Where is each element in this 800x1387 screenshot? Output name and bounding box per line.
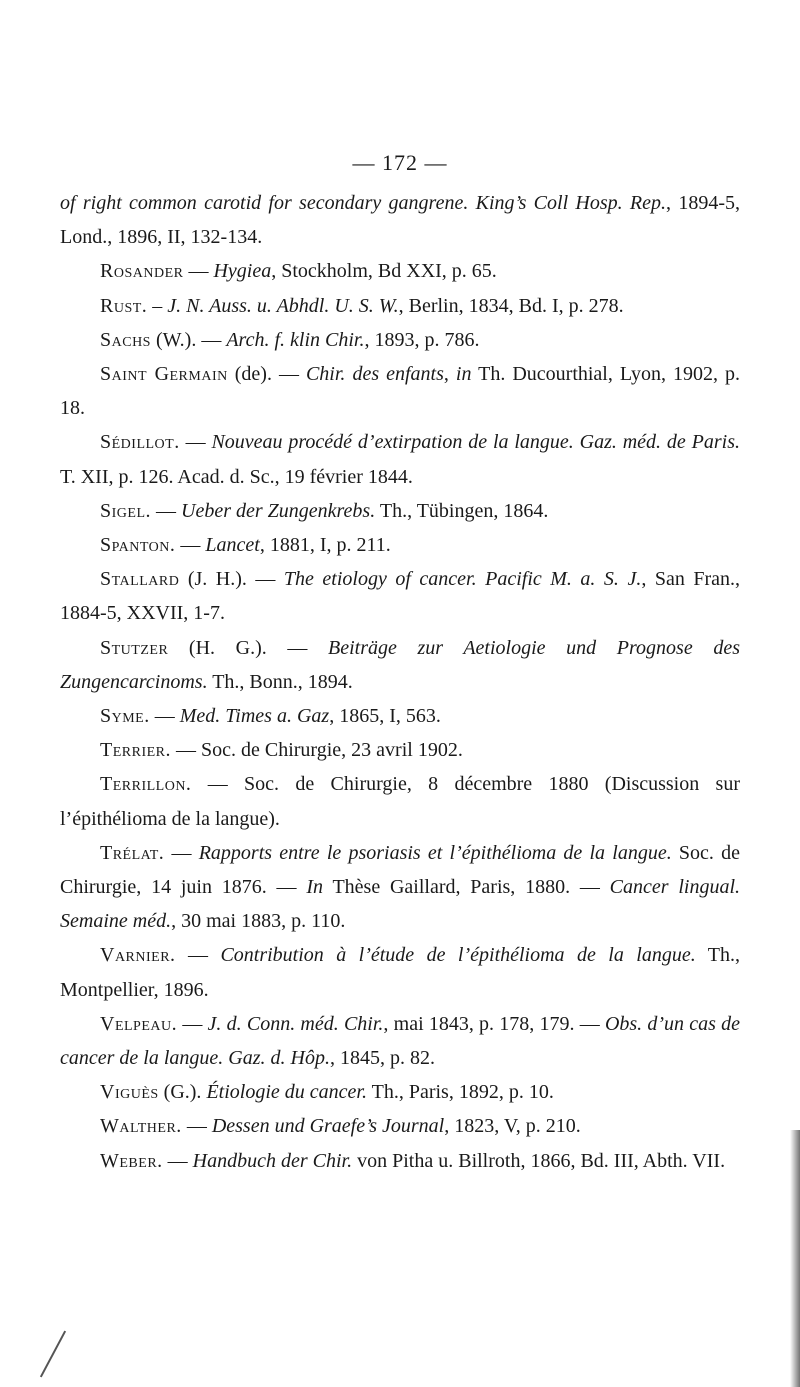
author-name: Stallard (100, 568, 180, 591)
bibliography-entry (60, 836, 740, 939)
citation-text: , 1823, V, p. 210. (444, 1115, 581, 1138)
author-name: Sédillot. (100, 431, 180, 454)
citation-text: (W.). — (150, 328, 227, 351)
citation-text: — (175, 944, 221, 967)
citation-text: — (164, 841, 199, 864)
citation-title: Handbuch der Chir. (192, 1149, 353, 1172)
citation-text: Thèse Gaillard, Paris, 1880. — (323, 876, 610, 899)
author-name: Stutzer (100, 636, 169, 659)
bibliography-entry (60, 528, 740, 562)
bibliography-entry (60, 1075, 740, 1109)
bibliography-entry (60, 323, 740, 357)
author-name: Trélat. (100, 841, 165, 864)
citation-text: Th., Paris, 1892, p. 10. (366, 1081, 554, 1104)
bibliography-entry (60, 289, 740, 323)
citation-title: Contribution à l’étude de l’épithélioma de la langue. (220, 944, 696, 967)
citation-text: – (147, 294, 168, 317)
bibliography-entry (60, 186, 740, 254)
citation-text: — (149, 705, 180, 728)
bibliography-entry (60, 425, 740, 493)
author-name: Spanton. (100, 534, 176, 557)
citation-title: Ueber der Zungenkrebs. (181, 499, 376, 522)
author-name: Syme. (100, 705, 150, 728)
citation-title: In (306, 876, 324, 899)
author-name: Sigel. (100, 499, 151, 522)
author-name: Varnier. (100, 944, 176, 967)
citation-title: of right common carotid for secondary gangrene. King’s Coll Hosp. Rep. (60, 192, 667, 214)
citation-text: , San Fran., 1884-5, XXVII, 1-7. (60, 568, 741, 625)
bibliography-entry (60, 494, 740, 528)
citation-title: J. N. Auss. u. Abhdl. U. S. W. (167, 294, 399, 317)
citation-text: (de). — (227, 363, 306, 386)
citation-title: Dessen und Graefe’s Journal (211, 1115, 445, 1138)
citation-title: J. d. Conn. méd. Chir. (207, 1012, 384, 1035)
author-name: Terrillon. (100, 773, 192, 796)
bibliography-entry (60, 254, 740, 288)
citation-text: — (175, 534, 206, 557)
pencil-mark (40, 1331, 66, 1378)
bibliography-entry (60, 1109, 740, 1143)
author-name: Rust. (100, 294, 148, 317)
author-name: Viguès (100, 1081, 159, 1104)
bibliography-entry (60, 767, 740, 835)
citation-text: Th., Bonn., 1894. (207, 670, 353, 693)
bibliography-entry (60, 562, 740, 630)
citation-title: Chir. des enfants (305, 363, 444, 386)
author-name: Walther. (100, 1115, 182, 1138)
bibliography-entry (60, 1007, 740, 1075)
citation-text: — Soc. de Chirurgie, 23 avril 1902. (171, 739, 463, 762)
citation-text: Th. Ducourthial, Lyon, 1902, p. 18. (60, 363, 741, 420)
citation-text: , mai 1843, p. 178, 179. — (383, 1012, 605, 1035)
citation-text: (H. G.). — (168, 636, 328, 659)
citation-text: , Stockholm, Bd XXI, p. 65. (271, 260, 497, 283)
citation-text: , 1894-5, Lond., 1896, II, 132-134. (60, 192, 740, 249)
citation-text: — (179, 431, 212, 454)
author-name: Weber. (100, 1149, 163, 1172)
bibliography-entry (60, 1144, 740, 1178)
citation-text: , 30 mai 1883, p. 110. (171, 910, 346, 933)
author-name: Saint Germain (100, 363, 228, 386)
bibliography-entry (60, 631, 740, 699)
citation-text: — Soc. de Chirurgie, 8 décembre 1880 (Discussion sur l’épithélioma de la langue). (60, 773, 740, 830)
author-name: Terrier. (100, 739, 171, 762)
page-edge-shadow (790, 1130, 800, 1387)
citation-text: , 1881, I, p. 211. (259, 534, 391, 557)
citation-title: Lancet (205, 534, 260, 557)
citation-text: — (177, 1012, 208, 1035)
citation-text: von Pitha u. Billroth, 1866, Bd. III, Abth. VII. (352, 1149, 726, 1172)
citation-text: , 1865, I, 563. (329, 705, 441, 728)
bibliography-entry (60, 938, 740, 1006)
citation-title: Obs. d’un cas de cancer de la langue. Gaz. d. Hôp. (60, 1012, 741, 1070)
bibliography-entry (60, 699, 740, 733)
citation-title: in (455, 363, 472, 386)
citation-title: Étiologie du cancer. (206, 1081, 367, 1104)
citation-title: Hygiea (213, 260, 272, 283)
bibliography-list (60, 186, 740, 1178)
page-number: — 172 — (352, 150, 448, 175)
citation-text: T. XII, p. 126. Acad. d. Sc., 19 février 1844. (60, 465, 413, 488)
author-name: Velpeau. (100, 1012, 178, 1035)
citation-title: Med. Times a. Gaz (179, 705, 330, 728)
author-name: Sachs (100, 328, 151, 351)
citation-text: , 1893, p. 786. (364, 328, 480, 351)
bibliography-entry (60, 733, 740, 767)
citation-text: Soc. de Chirurgie, 14 juin 1876. — (60, 841, 740, 899)
citation-title: The etiology of cancer. Pacific M. a. S. J. (283, 568, 642, 591)
citation-text: (J. H.). — (179, 568, 284, 591)
citation-text: , 1845, p. 82. (329, 1047, 435, 1070)
citation-text: — (162, 1149, 193, 1172)
citation-text: — (183, 260, 214, 283)
citation-text: , Berlin, 1834, Bd. I, p. 278. (398, 294, 624, 317)
citation-text: Th., Montpellier, 1896. (60, 944, 741, 1001)
bibliography-entry (60, 357, 740, 425)
citation-title: Rapports entre le psoriasis et l’épithélioma de la langue. (198, 841, 672, 864)
citation-title: Cancer lingual. Semaine méd. (60, 876, 741, 933)
citation-title: Arch. f. klin Chir. (226, 328, 365, 351)
citation-text: (G.). (158, 1081, 207, 1104)
citation-text: Th., Tübingen, 1864. (375, 499, 549, 522)
citation-text: , (443, 363, 456, 386)
citation-title: Beiträge zur Aetiologie und Prognose des Zungencarcinoms. (60, 636, 740, 693)
citation-text: — (181, 1115, 212, 1138)
citation-text: — (151, 499, 181, 522)
author-name: Rosander (100, 260, 184, 283)
citation-title: Nouveau procédé d’extirpation de la langue. Gaz. méd. de Paris. (211, 431, 740, 454)
